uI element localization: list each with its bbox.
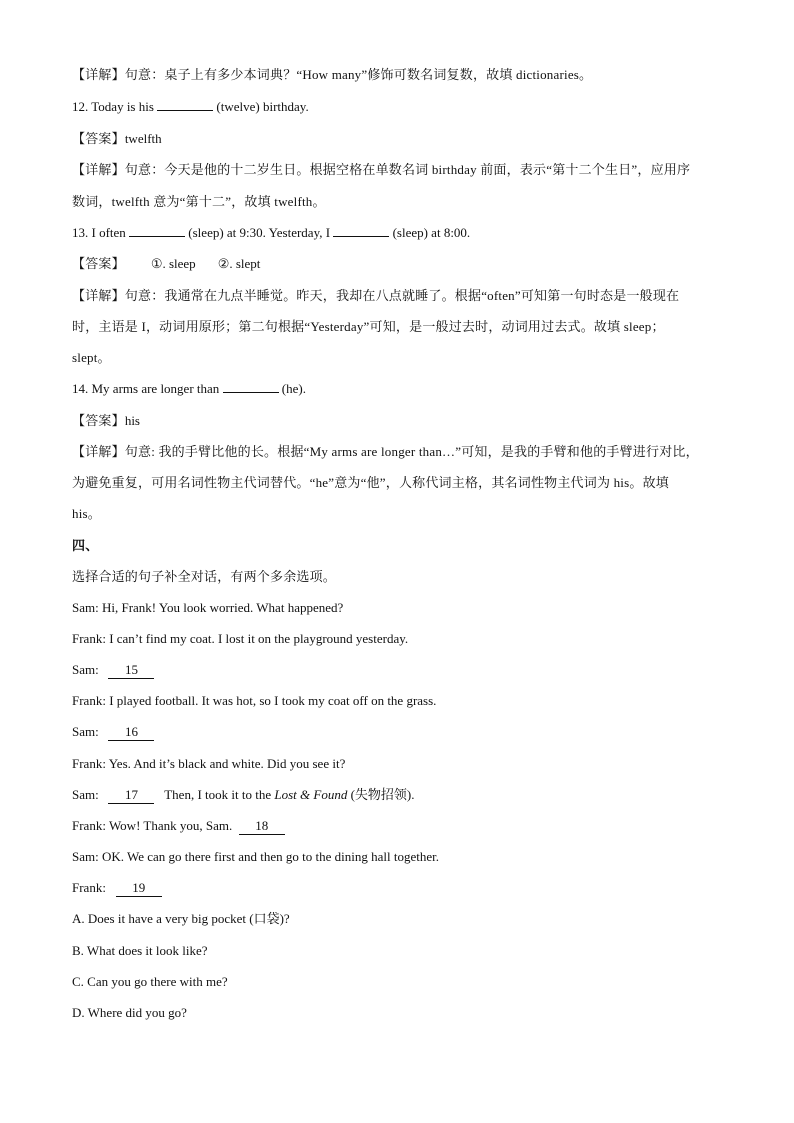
blank-number: 16 [108,724,154,741]
question-text: 14. My arms are longer than [72,381,223,396]
section-instruction: 选择合适的句子补全对话，有两个多余选项。 [72,569,337,584]
speaker-label: Sam: [72,787,99,802]
explanation-12-line1: 【详解】句意：今天是他的十二岁生日。根据空格在单数名词 birthday 前面，表示“第十二个生日”，应用序 [72,162,691,177]
dialogue-line-3 [72,662,732,679]
answer-12 [72,131,732,147]
dialogue-line-9: Sam: OK. We can go there first and then go to the dining hall together. [72,849,439,864]
explanation-14-line3: his。 [72,506,101,521]
answer-blank [333,236,389,237]
speaker-label: Sam: [72,724,99,739]
answer-14 [72,413,732,429]
explanation-13-line1: 【详解】句意：我通常在九点半睡觉。昨天，我却在八点就睡了。根据“often”可知第一句时态是一般现在 [72,288,680,303]
question-text: 13. I often [72,225,130,240]
question-13 [72,225,732,241]
speaker-label: Sam: [72,662,99,677]
question-text: (sleep) at 8:00. [389,225,471,240]
answer-text: ②. slept [217,256,261,271]
answer-blank [223,392,279,393]
question-text: (he). [278,381,306,396]
explanation-13-line2: 时，主语是 I，动词用原形；第二句根据“Yesterday”可知，是一般过去时，动词用过去式。故填 sleep； [72,319,665,334]
question-12 [72,99,732,115]
dialogue-text: Frank: Wow! Thank you, Sam. [72,818,236,833]
option-b: B. What does it look like? [72,943,208,958]
option-a: A. Does it have a very big pocket (口袋)? [72,911,290,926]
blank-number: 18 [239,818,285,835]
answer-label: 【答案】 [72,256,125,271]
section-heading: 四、 [72,538,99,553]
question-14 [72,381,732,397]
answer-label: 【答案】 [72,413,125,428]
dialogue-line-4: Frank: I played football. It was hot, so I took my coat off on the grass. [72,693,437,708]
dialogue-line-5 [72,724,732,741]
question-text: (twelve) birthday. [213,99,309,114]
explanation-12-line2: 数词，twelfth 意为“第十二”，故填 twelfth。 [72,194,326,209]
answer-text: his [124,413,140,428]
blank-number: 17 [108,787,154,804]
dialogue-line-7 [72,787,732,804]
answer-blank [157,110,213,111]
question-text: 12. Today is his [72,99,158,114]
dialogue-line-10 [72,880,732,897]
answer-label: 【答案】 [72,131,125,146]
italic-term: Lost & Found [274,787,348,802]
option-d: D. Where did you go? [72,1005,187,1020]
answer-13 [72,256,732,272]
speaker-label: Frank: [72,880,106,895]
dialogue-line-6: Frank: Yes. And it’s black and white. Did you see it? [72,756,346,771]
answer-blank [129,236,185,237]
explanation-14-line2: 为避免重复，可用名词性物主代词替代。“he”意为“他”，人称代词主格，其名词性物主代词为 his。故填 [72,475,669,490]
dialogue-text: Then, I took it to the [164,787,275,802]
blank-number: 19 [116,880,162,897]
dialogue-line-1: Sam: Hi, Frank! You look worried. What happened? [72,600,344,615]
option-c: C. Can you go there with me? [72,974,228,989]
answer-text: twelfth [124,131,162,146]
explanation-11: 【详解】句意：桌子上有多少本词典？“How many”修饰可数名词复数，故填 dictionaries。 [72,67,593,82]
dialogue-line-2: Frank: I can’t find my coat. I lost it on the playground yesterday. [72,631,409,646]
explanation-13-line3: slept。 [72,350,111,365]
answer-text: ①. sleep [150,256,196,271]
dialogue-line-8 [72,818,732,835]
blank-number: 15 [108,662,154,679]
explanation-14-line1: 【详解】句意: 我的手臂比他的长。根据“My arms are longer than…”可知，是我的手臂和他的手臂进行对比， [72,444,699,459]
dialogue-text: (失物招领). [347,787,415,802]
question-text: (sleep) at 9:30. Yesterday, I [185,225,334,240]
